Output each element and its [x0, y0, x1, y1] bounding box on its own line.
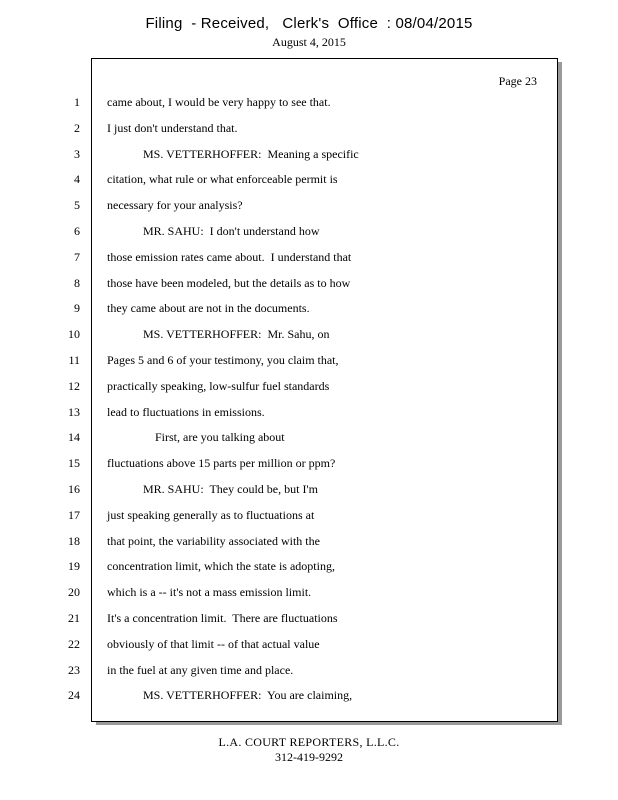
- line-number: 24: [68, 688, 80, 702]
- line-number: 4: [74, 172, 80, 186]
- line-number: 20: [68, 585, 80, 599]
- line-number: 5: [74, 198, 80, 212]
- line-number: 11: [68, 353, 80, 367]
- transcript-line: that point, the variability associated with the: [107, 534, 320, 548]
- transcript-line: necessary for your analysis?: [107, 198, 243, 212]
- line-number: 3: [74, 147, 80, 161]
- transcript-line: I just don't understand that.: [107, 121, 238, 135]
- transcript-line: obviously of that limit -- of that actual value: [107, 637, 320, 651]
- transcript-line: lead to fluctuations in emissions.: [107, 405, 265, 419]
- transcript-line: those have been modeled, but the details as to how: [107, 276, 351, 290]
- transcript-line: First, are you talking about: [107, 430, 285, 444]
- page-number: Page 23: [498, 74, 537, 88]
- line-number: 2: [74, 121, 80, 135]
- line-number: 16: [68, 482, 80, 496]
- transcript-line: MS. VETTERHOFFER: Mr. Sahu, on: [107, 327, 330, 341]
- line-number: 7: [74, 250, 80, 264]
- transcript-line: citation, what rule or what enforceable permit is: [107, 172, 338, 186]
- footer-phone: 312-419-9292: [275, 750, 343, 764]
- transcript-line: Pages 5 and 6 of your testimony, you claim that,: [107, 353, 339, 367]
- transcript-line: MS. VETTERHOFFER: You are claiming,: [107, 688, 353, 702]
- transcript-line: MR. SAHU: They could be, but I'm: [107, 482, 318, 496]
- transcript-line: concentration limit, which the state is adopting,: [107, 559, 335, 573]
- line-number: 13: [68, 405, 80, 419]
- transcript-line: practically speaking, low-sulfur fuel standards: [107, 379, 330, 393]
- transcript-line: in the fuel at any given time and place.: [107, 663, 294, 677]
- line-number: 18: [68, 534, 80, 548]
- filing-date: August 4, 2015: [272, 35, 346, 49]
- transcript-line: those emission rates came about. I understand that: [107, 250, 352, 264]
- transcript-line: came about, I would be very happy to see that.: [107, 95, 331, 109]
- line-number: 21: [68, 611, 80, 625]
- transcript-line: they came about are not in the documents.: [107, 301, 310, 315]
- line-number: 9: [74, 301, 80, 315]
- line-number: 10: [68, 327, 80, 341]
- transcript-line: just speaking generally as to fluctuations at: [107, 508, 315, 522]
- line-number: 15: [68, 456, 80, 470]
- transcript-line: MS. VETTERHOFFER: Meaning a specific: [107, 147, 359, 161]
- line-number: 12: [68, 379, 80, 393]
- line-number: 22: [68, 637, 80, 651]
- line-number: 1: [74, 95, 80, 109]
- transcript-line: It's a concentration limit. There are fluctuations: [107, 611, 338, 625]
- line-number: 14: [68, 430, 80, 444]
- line-number: 17: [68, 508, 80, 522]
- transcript-line: MR. SAHU: I don't understand how: [107, 224, 320, 238]
- transcript-line: fluctuations above 15 parts per million or ppm?: [107, 456, 336, 470]
- line-number: 8: [74, 276, 80, 290]
- line-number: 23: [68, 663, 80, 677]
- footer-company: L.A. COURT REPORTERS, L.L.C.: [218, 735, 400, 749]
- line-number: 19: [68, 559, 80, 573]
- transcript-line: which is a -- it's not a mass emission limit.: [107, 585, 312, 599]
- filing-stamp-header: Filing - Received, Clerk's Office : 08/04/2015: [145, 15, 473, 32]
- line-number: 6: [74, 224, 80, 238]
